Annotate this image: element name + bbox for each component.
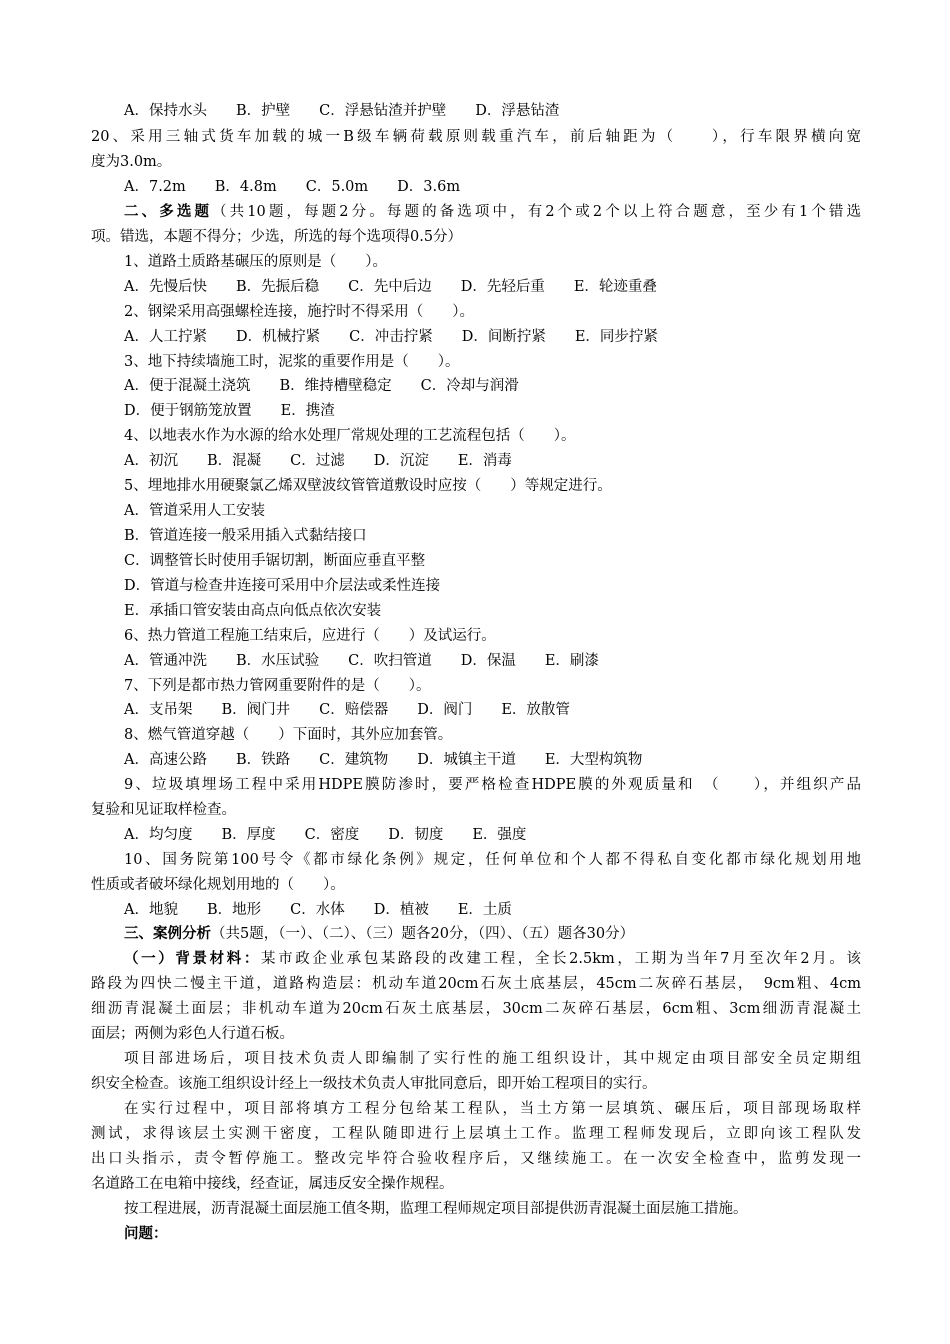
text-line: 4、以地表水作为水源的给水处理厂常规处理的工艺流程包括（ ）。 bbox=[124, 428, 576, 444]
text-line: 7、下列是都市热力管网重要附件的是（ ）。 bbox=[124, 678, 431, 694]
text-line: 8、燃气管道穿越（ ）下面时，其外应加套管。 bbox=[124, 727, 453, 743]
section-heading-multi bbox=[124, 202, 861, 222]
text-line: A．支吊架 B．阀门井 C．赔偿器 D．阀门 E．放散管 bbox=[124, 702, 570, 718]
heading-label: 三、案例分析 bbox=[124, 925, 211, 942]
text-line: A．先慢后快 B．先振后稳 C．先中后边 D．先轻后重 E．轮迹重叠 bbox=[124, 279, 657, 295]
heading-label: 二、多选题 bbox=[124, 203, 213, 220]
text-line: D．管道与检查井连接可采用中介层法或柔性连接 bbox=[124, 578, 441, 594]
text-line: 9、垃圾填埋场工程中采用HDPE膜防渗时，要严格检查HDPE膜的外观质量和 （ ），并组织产品 bbox=[124, 777, 861, 793]
heading-label: （一）背景材料： bbox=[124, 950, 261, 967]
text-line: 路段为四快二慢主干道，道路构造层：机动车道20cm石灰土底基层，45cm二灰碎石基层， 9cm粗、4cm bbox=[91, 976, 861, 992]
text-line: 出口头指示，责令暂停施工。整改完毕符合验收程序后，又继续施工。在一次安全检查中，监剪发现一 bbox=[91, 1151, 861, 1167]
text-line: C．调整管长时使用手锯切割，断面应垂直平整 bbox=[124, 553, 426, 569]
text-line: A．管通冲洗 B．水压试验 C．吹扫管道 D．保温 E．刷漆 bbox=[124, 653, 599, 669]
text-line: D．便于钢筋笼放置 E．携渣 bbox=[124, 403, 335, 419]
questions-heading: 问题： bbox=[124, 1225, 168, 1242]
text-line: A．保持水头 B．护壁 C．浮悬钻渣并护壁 D．浮悬钻渣 bbox=[124, 103, 560, 119]
text-line: 细沥青混凝土面层；非机动车道为20cm石灰土底基层，30cm二灰碎石基层，6cm粗、3cm细沥青混凝土 bbox=[91, 1001, 861, 1017]
text-line: A．人工拧紧 D．机械拧紧 C．冲击拧紧 D．间断拧紧 E．同步拧紧 bbox=[124, 329, 658, 345]
text-line: B．管道连接一般采用插入式黏结接口 bbox=[124, 528, 367, 544]
text-line: 20、采用三轴式货车加载的城一B级车辆荷载原则载重汽车，前后轴距为（ ），行车限界横向宽 bbox=[91, 129, 861, 145]
text-line: 项。错选，本题不得分；少选，所选的每个选项得0.5分） bbox=[91, 229, 463, 245]
text-line: 1、道路土质路基碾压的原则是（ ）。 bbox=[124, 254, 387, 270]
case-background bbox=[124, 949, 861, 969]
heading-text: （共10题，每题2分。每题的备选项中，有2个或2个以上符合题意，至少有1个错选 bbox=[212, 204, 861, 220]
heading-text: （共5题，（一）、（二）、（三）题各20分，（四）、（五）题各30分） bbox=[211, 926, 635, 942]
text-line: 度为3.0m。 bbox=[91, 154, 172, 170]
text-line: A．管道采用人工安装 bbox=[124, 503, 265, 519]
text-line: 按工程进展，沥青混凝土面层施工值冬期，监理工程师规定项目部提供沥青混凝土面层施工措施。 bbox=[124, 1201, 748, 1217]
text-line: A．7.2m B．4.8m C．5.0m D．3.6m bbox=[124, 179, 461, 195]
text-line: A．便于混凝土浇筑 B．维持槽壁稳定 C．冷却与润滑 bbox=[124, 378, 519, 394]
text-line: 10、国务院第100号令《都市绿化条例》规定，任何单位和个人都不得私自变化都市绿化规划用地 bbox=[124, 852, 861, 868]
text-line: 性质或者破坏绿化规划用地的（ ）。 bbox=[91, 877, 345, 893]
text-line: 名道路工在电箱中接线，经查证，属违反安全操作规程。 bbox=[91, 1176, 454, 1192]
section-heading-case bbox=[124, 924, 634, 944]
text-line: 在实行过程中，项目部将填方工程分包给某工程队，当土方第一层填筑、碾压后，项目部现场取样 bbox=[124, 1101, 861, 1117]
text-line: 2、钢梁采用高强螺栓连接，施拧时不得采用（ ）。 bbox=[124, 304, 474, 320]
text-line: A．地貌 B．地形 C．水体 D．植被 E．土质 bbox=[124, 902, 512, 918]
heading-text: 某市政企业承包某路段的改建工程，全长2.5km，工期为当年7月至次年2月。该 bbox=[260, 951, 861, 967]
text-line: A．初沉 B．混凝 C．过滤 D．沉淀 E．消毒 bbox=[124, 453, 512, 469]
text-line: A．均匀度 B．厚度 C．密度 D．韧度 E．强度 bbox=[124, 827, 527, 843]
text-line: 面层；两侧为彩色人行道石板。 bbox=[91, 1026, 294, 1042]
text-line: E．承插口管安装由高点向低点依次安装 bbox=[124, 603, 382, 619]
text-line: 复验和见证取样检查。 bbox=[91, 802, 236, 818]
text-line: A．高速公路 B．铁路 C．建筑物 D．城镇主干道 E．大型构筑物 bbox=[124, 752, 643, 768]
text-line: 测试，求得该层土实测干密度，工程队随即进行上层填土工作。监理工程师发现后，立即向该工程队发 bbox=[91, 1126, 861, 1142]
text-line: 5、埋地排水用硬聚氯乙烯双壁波纹管管道敷设时应按（ ）等规定进行。 bbox=[124, 478, 612, 494]
text-line: 织安全检查。该施工组织设计经上一级技术负责人审批同意后，即开始工程项目的实行。 bbox=[91, 1076, 657, 1092]
text-line: 6、热力管道工程施工结束后，应进行（ ）及试运行。 bbox=[124, 628, 496, 644]
text-line: 项目部进场后，项目技术负责人即编制了实行性的施工组织设计，其中规定由项目部安全员定期组 bbox=[124, 1051, 861, 1067]
text-line: 3、地下持续墙施工时，泥浆的重要作用是（ ）。 bbox=[124, 354, 460, 370]
